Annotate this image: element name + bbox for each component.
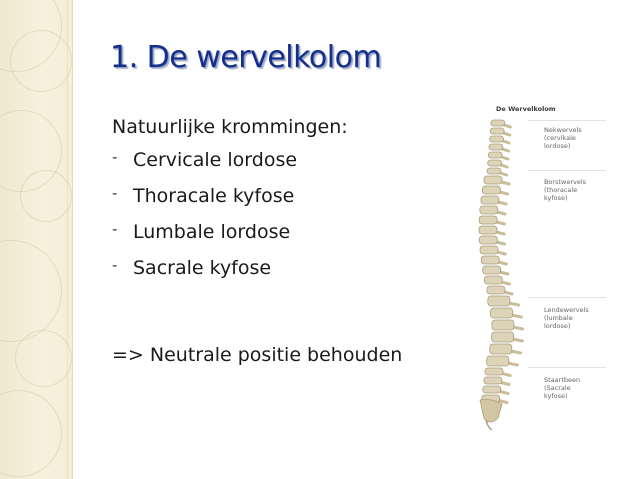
decor-circle	[20, 170, 72, 222]
figure-label-cervical	[544, 126, 582, 150]
dash-bullet: -	[112, 256, 118, 274]
sacrum	[480, 400, 502, 423]
spine-figure	[458, 100, 608, 430]
decor-circle	[10, 30, 72, 92]
label-line: Staartbeen	[544, 376, 581, 384]
vertebra	[488, 296, 510, 306]
vertebra	[484, 377, 502, 384]
vertebra	[487, 168, 501, 174]
vertebra	[480, 246, 498, 254]
curvature-list	[112, 149, 472, 284]
slide-title: 1. De wervelkolom	[110, 40, 382, 75]
vertebra	[492, 332, 514, 342]
label-line: (Sacrale	[544, 384, 571, 392]
decorative-left-band	[0, 0, 73, 479]
vertebra	[483, 386, 501, 393]
conclusion-text: => Neutrale positie behouden	[112, 344, 403, 366]
list-item	[112, 221, 472, 248]
vertebra	[483, 266, 501, 274]
body-text	[112, 116, 472, 293]
list-item-text: Thoracale kyfose	[133, 185, 295, 207]
vertebra	[492, 320, 514, 330]
list-item	[112, 185, 472, 212]
list-item-text: Cervicale lordose	[133, 149, 298, 171]
vertebra	[487, 286, 505, 294]
vertebra	[490, 344, 512, 354]
vertebra	[480, 206, 498, 214]
label-line: kyfose)	[544, 392, 568, 400]
vertebra	[481, 256, 499, 264]
vertebra	[479, 236, 497, 244]
label-line: Borstwervels	[544, 178, 587, 186]
decor-circle	[0, 390, 62, 477]
vertebra	[490, 136, 504, 142]
vertebra	[481, 196, 499, 204]
figure-label-lumbar	[544, 306, 589, 330]
label-line: lordose)	[544, 322, 571, 330]
dash-bullet: -	[112, 148, 118, 166]
dash-bullet: -	[112, 184, 118, 202]
label-line: (lumbale	[544, 314, 573, 322]
vertebra	[491, 308, 513, 318]
label-line: Nekwervels	[544, 126, 582, 134]
vertebra	[484, 176, 502, 184]
list-item	[112, 149, 472, 176]
list-item-text: Sacrale kyfose	[133, 257, 272, 279]
vertebra	[479, 226, 497, 234]
vertebra	[488, 160, 502, 166]
decor-circle	[0, 240, 62, 342]
list-item-text: Lumbale lordose	[133, 221, 291, 243]
label-line: (thoracale	[544, 186, 578, 194]
list-item	[112, 257, 472, 284]
vertebra	[485, 368, 503, 375]
vertebra	[489, 144, 503, 150]
figure-label-sacral	[544, 376, 580, 400]
label-line: (cervikale	[544, 134, 576, 142]
vertebra	[484, 276, 502, 284]
label-line: lordose)	[544, 142, 571, 150]
decor-circle	[15, 330, 72, 387]
vertebra	[490, 128, 504, 134]
vertebra	[482, 186, 500, 194]
dash-bullet: -	[112, 220, 118, 238]
vertebra	[479, 216, 497, 224]
spine-illustration	[458, 100, 548, 430]
vertebra	[488, 152, 502, 158]
figure-label-thoracic	[544, 178, 586, 202]
intro-text: Natuurlijke krommingen:	[112, 116, 348, 138]
label-line: kyfose)	[544, 194, 568, 202]
figure-title: De Wervelkolom	[496, 105, 556, 113]
vertebra	[487, 356, 509, 366]
label-line: Lendewervels	[544, 306, 589, 314]
vertebra	[491, 120, 505, 126]
